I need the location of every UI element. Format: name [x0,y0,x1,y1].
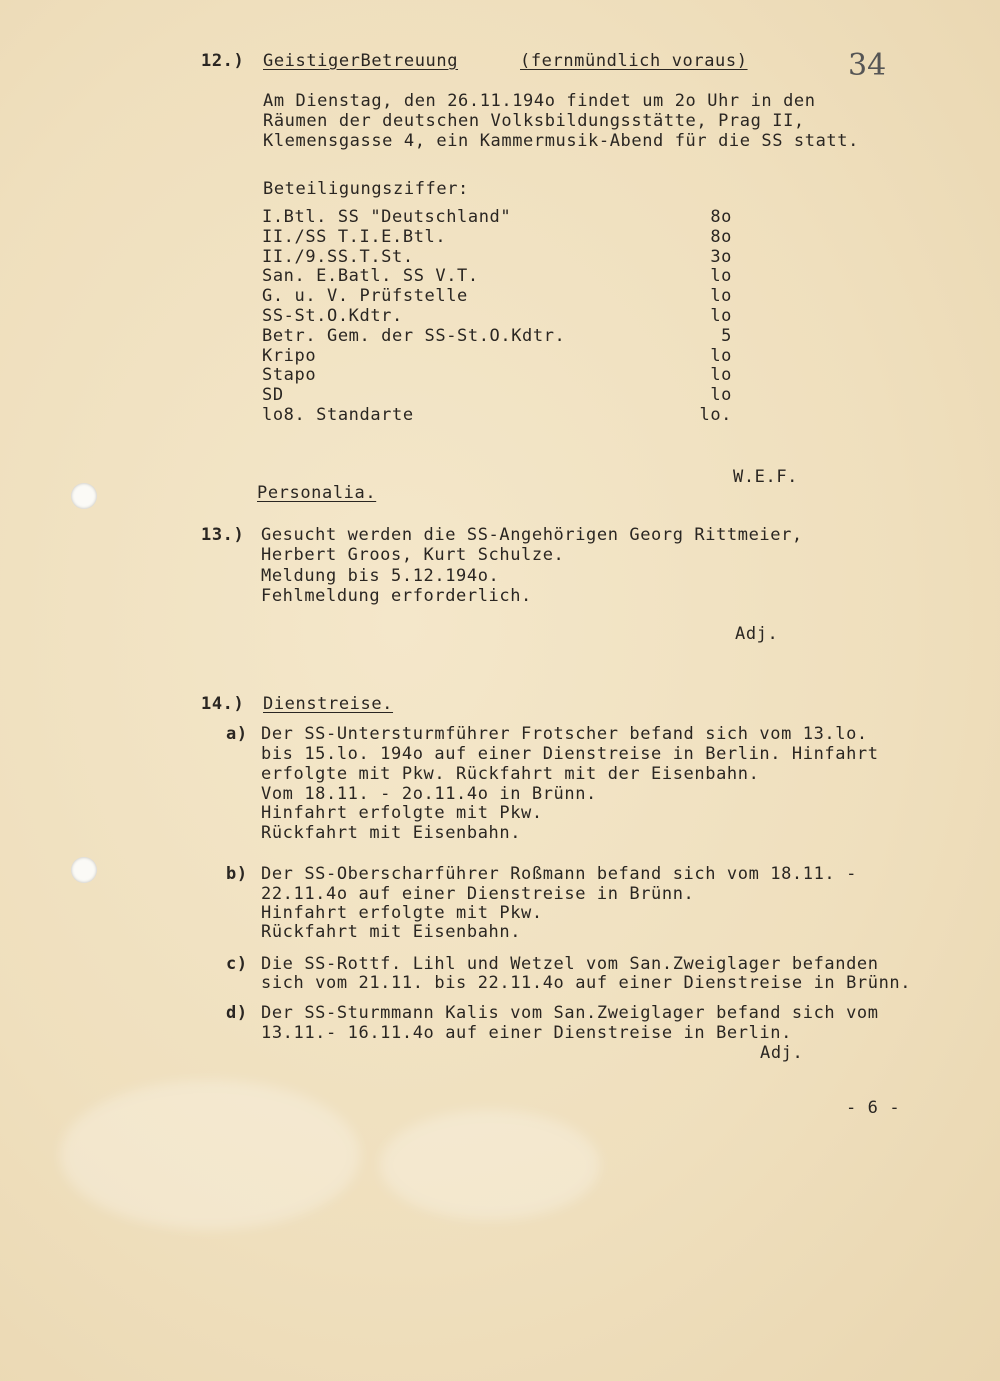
pencil-page-number: 34 [848,48,887,83]
item-line: Hinfahrt erfolgte mit Pkw. [261,903,543,923]
participant-count: lo [710,286,732,307]
section-13-body-line: Meldung bis 5.12.194o. [261,566,500,586]
list-item [262,207,732,227]
item-line: Rückfahrt mit Eisenbahn. [261,922,522,942]
participant-unit: I.Btl. SS "Deutschland" [262,207,512,227]
section-13-number: 13.) [201,525,245,545]
item-line: Vom 18.11. - 2o.11.4o in Brünn. [261,784,597,804]
participant-count: lo [710,305,732,326]
item-label: c) [226,954,248,974]
section-13-signature: Adj. [735,624,779,644]
section-12-body-line: Klemensgasse 4, ein Kammermusik-Abend für die SS statt. [263,131,859,151]
participant-unit: Stapo [262,365,317,386]
participant-unit: lo8. Standarte [262,404,414,425]
punch-hole [71,857,97,883]
list-item [262,286,732,306]
section-13-body-line: Herbert Groos, Kurt Schulze. [261,545,565,565]
participant-unit: II./SS T.I.E.Btl. [262,226,447,247]
list-item [262,266,732,286]
participants-list-title: Beteiligungsziffer: [263,179,469,199]
section-12-heading-note: (fernmündlich voraus) [520,51,748,71]
item-line: 22.11.4o auf einer Dienstreise in Brünn. [261,884,695,904]
participant-unit: G. u. V. Prüfstelle [262,286,468,307]
punch-hole [71,483,97,509]
item-label: a) [226,724,248,744]
paper-stain [380,1110,600,1220]
participant-count: lo [710,385,732,406]
item-label: b) [226,864,248,884]
list-item [262,405,732,425]
item-line: 13.11.- 16.11.4o auf einer Dienstreise in Berlin. [261,1023,792,1043]
item-label: d) [226,1003,248,1023]
participant-unit: Kripo [262,345,317,366]
participant-count: lo [710,345,732,366]
section-12-body-line: Räumen der deutschen Volksbildungsstätte, Prag II, [263,111,805,131]
participant-count: 3o [710,246,732,267]
participant-count: lo [710,365,732,386]
section-12-number: 12.) [201,51,245,71]
participant-count: 8o [710,207,732,227]
item-line: Der SS-Untersturmführer Frotscher befand sich vom 13.lo. [261,724,868,744]
participant-count: lo. [699,404,732,425]
section-12-signature: W.E.F. [733,467,799,487]
participant-unit: SD [262,385,284,406]
list-item [262,326,732,346]
participants-list [262,207,732,425]
item-line: Der SS-Oberscharführer Roßmann befand sich vom 18.11. - [261,864,857,884]
section-13-body-line: Gesucht werden die SS-Angehörigen Georg Rittmeier, [261,525,803,545]
list-item [262,227,732,247]
list-item [262,385,732,405]
section-13-body-line: Fehlmeldung erforderlich. [261,586,532,606]
list-item [262,365,732,385]
list-item [262,346,732,366]
participant-unit: II./9.SS.T.St. [262,246,414,267]
section-12-body-line: Am Dienstag, den 26.11.194o findet um 2o Uhr in den [263,91,816,111]
item-line: Hinfahrt erfolgte mit Pkw. [261,803,543,823]
item-line: Rückfahrt mit Eisenbahn. [261,823,522,843]
item-line: sich vom 21.11. bis 22.11.4o auf einer Dienstreise in Brünn. [261,973,912,993]
participant-count: 5 [721,325,732,346]
section-14-number: 14.) [201,694,245,714]
list-item [262,247,732,267]
participant-unit: Betr. Gem. der SS-St.O.Kdtr. [262,325,566,346]
participant-unit: San. E.Batl. SS V.T. [262,266,479,287]
personalia-heading: Personalia. [257,483,377,503]
footer-page-number: - 6 - [846,1098,901,1118]
item-line: Die SS-Rottf. Lihl und Wetzel vom San.Zweiglager befanden [261,954,879,974]
paper-stain [60,1080,360,1230]
item-line: erfolgte mit Pkw. Rückfahrt mit der Eisenbahn. [261,764,760,784]
item-line: bis 15.lo. 194o auf einer Dienstreise in Berlin. Hinfahrt [261,744,879,764]
participant-count: lo [710,266,732,287]
participant-unit: SS-St.O.Kdtr. [262,305,403,326]
list-item [262,306,732,326]
section-14-signature: Adj. [760,1043,804,1063]
item-line: Der SS-Sturmmann Kalis vom San.Zweiglager befand sich vom [261,1003,879,1023]
section-12-heading: GeistigerBetreuung [263,51,459,71]
participant-count: 8o [710,226,732,247]
section-14-heading: Dienstreise. [263,694,394,714]
